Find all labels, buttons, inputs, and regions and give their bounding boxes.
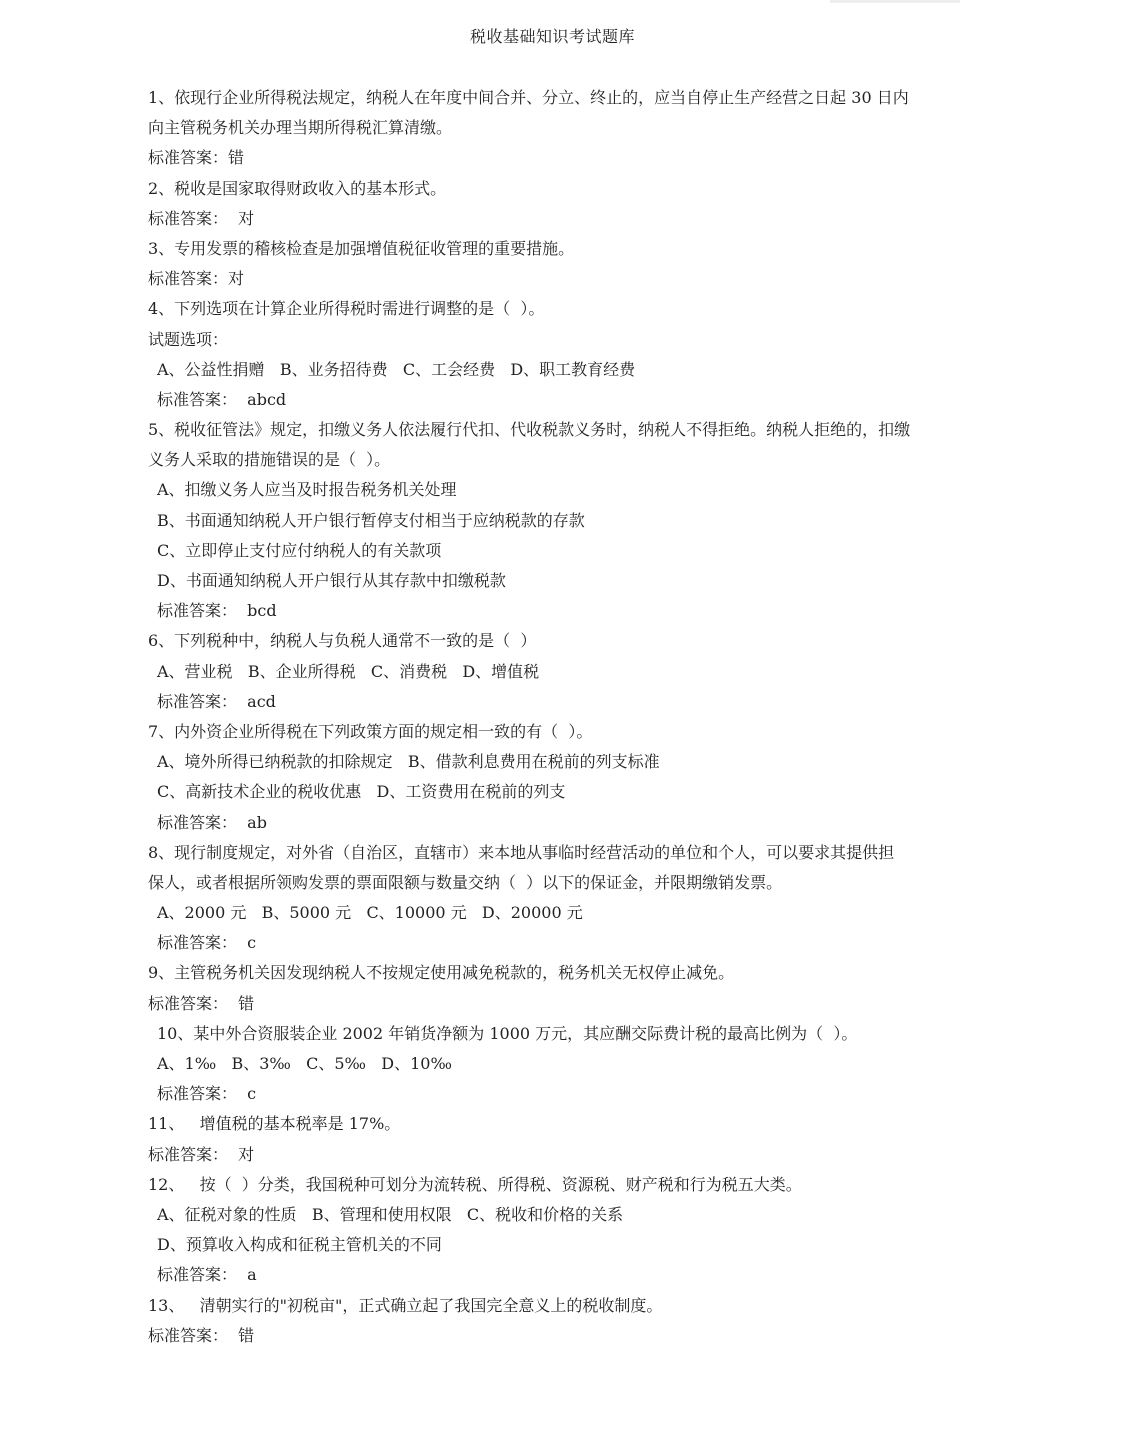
top-scroll-shadow [830, 0, 960, 3]
question-line: 10、某中外合资服装企业 2002 年销货净额为 1000 万元，其应酬交际费计税的最高比例为（ ）。 [157, 1023, 858, 1043]
option-line: C、高新技术企业的税收优惠 D、工资费用在税前的列支 [157, 782, 566, 802]
question-list [148, 83, 968, 1351]
question-line: 6、下列税种中，纳税人与负税人通常不一致的是（ ） [148, 631, 537, 651]
question-line: 7、内外资企业所得税在下列政策方面的规定相一致的有（ ）。 [148, 721, 593, 741]
answer-line: 标准答案： abcd [157, 389, 287, 409]
option-line: D、预算收入构成和征税主管机关的不同 [157, 1235, 442, 1255]
answer-line: 标准答案： c [157, 933, 257, 953]
page-title: 税收基础知识考试题库 [469, 27, 635, 46]
question-line: 5、税收征管法》规定，扣缴义务人依法履行代扣、代收税款义务时，纳税人不得拒绝。纳税人拒绝的，扣缴 [148, 420, 911, 440]
answer-line: 标准答案： c [157, 1084, 257, 1104]
answer-line: 标准答案： acd [157, 691, 276, 711]
option-line: A、营业税 B、企业所得税 C、消费税 D、增值税 [157, 661, 540, 681]
question-line: 9、主管税务机关因发现纳税人不按规定使用减免税款的，税务机关无权停止减免。 [148, 963, 735, 983]
answer-line: 标准答案：错 [148, 148, 245, 168]
option-line: A、征税对象的性质 B、管理和使用权限 C、税收和价格的关系 [157, 1204, 624, 1224]
answer-line: 标准答案： bcd [157, 601, 277, 621]
option-line: D、书面通知纳税人开户银行从其存款中扣缴税款 [157, 571, 506, 590]
answer-line: 标准答案： 对 [148, 1144, 255, 1164]
answer-line: 标准答案： 错 [148, 1325, 255, 1345]
question-line: 2、税收是国家取得财政收入的基本形式。 [148, 178, 447, 198]
answer-line: 标准答案： a [157, 1265, 257, 1285]
question-line: 向主管税务机关办理当期所得税汇算清缴。 [148, 118, 453, 138]
question-line: 12、 按（ ）分类，我国税种可划分为流转税、所得税、资源税、财产税和行为税五大类。 [148, 1174, 802, 1194]
answer-line: 标准答案： 错 [148, 993, 255, 1013]
question-line: 4、下列选项在计算企业所得税时需进行调整的是（ ）。 [148, 299, 545, 319]
option-line: A、公益性捐赠 B、业务招待费 C、工会经费 D、职工教育经费 [157, 359, 636, 379]
option-line: A、1‰ B、3‰ C、5‰ D、10‰ [157, 1054, 452, 1073]
option-line: A、扣缴义务人应当及时报告税务机关处理 [157, 480, 457, 500]
option-line: A、2000 元 B、5000 元 C、10000 元 D、20000 元 [157, 903, 583, 923]
options-label: 试题选项： [148, 329, 229, 349]
question-line: 保人，或者根据所领购发票的票面限额与数量交纳（ ）以下的保证金，并限期缴销发票。 [148, 872, 783, 892]
answer-line: 标准答案： ab [157, 812, 267, 832]
answer-line: 标准答案：对 [148, 269, 245, 289]
question-line: 1、依现行企业所得税法规定，纳税人在年度中间合并、分立、终止的，应当自停止生产经营之日起 30 日内 [148, 88, 909, 107]
question-line: 8、现行制度规定，对外省（自治区，直辖市）来本地从事临时经营活动的单位和个人，可以要求其提供担 [148, 842, 895, 862]
question-line: 义务人采取的措施错误的是（ ）。 [148, 450, 391, 470]
question-line: 11、 增值税的基本税率是 17%。 [148, 1114, 401, 1134]
option-line: B、书面通知纳税人开户银行暂停支付相当于应纳税款的存款 [157, 510, 585, 530]
answer-line: 标准答案： 对 [148, 208, 255, 228]
question-line: 3、专用发票的稽核检查是加强增值税征收管理的重要措施。 [148, 238, 575, 258]
option-line: A、境外所得已纳税款的扣除规定 B、借款利息费用在税前的列支标准 [157, 752, 660, 772]
option-line: C、立即停止支付应付纳税人的有关款项 [157, 540, 442, 560]
question-line: 13、 清朝实行的"初税亩"，正式确立起了我国完全意义上的税收制度。 [148, 1295, 663, 1315]
